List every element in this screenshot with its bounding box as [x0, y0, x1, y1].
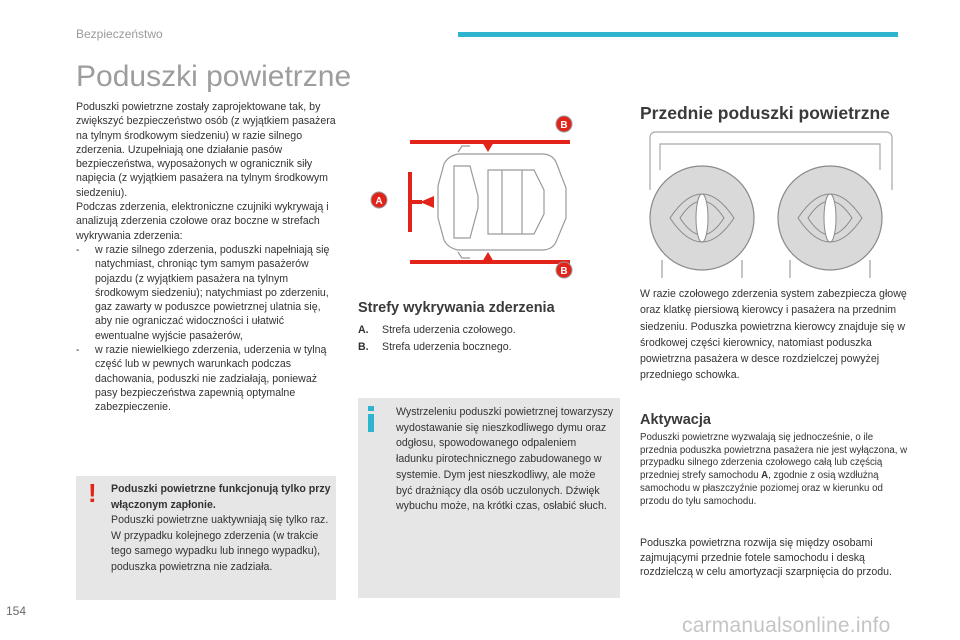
front-airbag-illustration [640, 130, 905, 278]
intro-text [76, 100, 338, 415]
zone-b-item [358, 339, 516, 356]
bullet-dash: - [76, 243, 80, 256]
zone-b-text: Strefa uderzenia bocznego. [382, 341, 512, 353]
watermark: carmanualsonline.info [682, 614, 891, 637]
side-impact-zone-bottom [410, 252, 570, 264]
car-top-view-icon [438, 146, 566, 258]
intro-bullet-1 [76, 243, 338, 343]
section-label: Bezpieczeństwo [76, 27, 163, 41]
driver-seat-airbag-icon [650, 166, 754, 278]
label-b-top: B [560, 120, 568, 131]
label-b-bottom: B [560, 266, 568, 277]
warning-body-text: Poduszki powietrzne uaktywniają się tylko raz. W przypadku kolejnego zderzenia (w trakcie tego samego wypadku lub innego wypadku), poduszka powietrzna nie zadziała. [111, 514, 329, 573]
front-impact-zone [408, 172, 434, 232]
info-text: Wystrzeleniu poduszki powietrznej towarzyszy wydostawanie się nieszkodliwego dymu oraz odgłosu, spowodowanego odpaleniem ładunku pirotechnicznego zabudowanego w systemie. Dym jest nieszkodliwy, ale może być drażniący dla osób uczulonych. Dźwięk wybuchu może, na krótki czas, osłabić słuch. [396, 406, 614, 513]
zone-a-item [358, 322, 516, 339]
front-airbags-text: W razie czołowego zderzenia system zabezpiecza głowę oraz klatkę piersiową kierowcy i pasażera na przednim siedzeniu. Poduszka powietrzna kierowcy znajduje się w środkowej części kierownicy, natomiast poduszka powietrzna pasażera w desce rozdzielczej powyżej przedniego schowka. [640, 288, 907, 382]
label-a-badge [371, 192, 387, 208]
info-icon [366, 406, 376, 432]
zone-a-reference: A [761, 470, 769, 482]
bullet-dash: - [76, 344, 80, 357]
zones-list [358, 322, 516, 356]
front-airbags-heading: Przednie poduszki powietrzne [640, 103, 890, 123]
page-title: Poduszki powietrzne [76, 60, 352, 93]
activation-text: Poduszka powietrzna rozwija się między osobami zajmującymi przednie fotele samochodu i deską rozdzielczą w celu amortyzacji szarpnięcia do przodu. [640, 537, 893, 578]
intro-bullet-2 [76, 343, 338, 414]
label-b-top-badge [556, 116, 572, 132]
zone-a-text: Strefa uderzenia czołowego. [382, 324, 516, 336]
detection-heading: Strefy wykrywania zderzenia [358, 300, 555, 316]
warning-text [111, 482, 331, 576]
car-impact-zones-diagram [358, 108, 608, 286]
activation-small-text: Poduszki powietrzne wyzwalają się jednocześnie, o ile przednia poduszka powietrzna pasażera nie jest wyłączona, w przypadku silnego zderzenia czołowego całą lub częścią przedniej strefy samochodu A, zgodnie z osią wzdłużną samochodu w płaszczyźnie poziomej oraz w kierunku od przodu do tyłu samochodu. [640, 432, 908, 507]
label-a: A [375, 196, 383, 207]
passenger-seat-airbag-icon [778, 166, 882, 278]
side-impact-zone-top [410, 140, 570, 152]
intro-paragraph-1: Poduszki powietrzne zostały zaprojektowane tak, by zwiększyć bezpieczeństwo osób (z wyjątkiem pasażera na tylnym środkowym siedzeniu) w razie silnego zderzenia. Uzupełniają one działanie pasów bezpieczeństwa, wyposażonych w ogranicznik siły napięcia (z wyjątkiem pasażera na tylnym środkowym siedzeniu). [76, 101, 336, 199]
activation-heading: Aktywacja [640, 412, 711, 428]
zone-a-key: A. [358, 324, 369, 336]
label-b-bottom-badge [556, 262, 572, 278]
bullet-text: w razie niewielkiego zderzenia, uderzenia w tylną część lub w pewnych warunkach podczas dachowania, poduszki nie zadziałają, ponieważ pasy bezpieczeństwa zapewnią optymalne zabezpieczenie. [95, 344, 327, 414]
warning-icon: ! [88, 478, 97, 508]
zone-b-key: B. [358, 341, 369, 353]
intro-paragraph-2: Podczas zderzenia, elektroniczne czujniki wykrywają i analizują zderzenia czołowe oraz boczne w strefach wykrywania zderzenia: [76, 201, 329, 242]
header-accent-bar [458, 32, 898, 37]
warning-bold-text: Poduszki powietrzne funkcjonują tylko przy włączonym zapłonie. [111, 483, 331, 511]
bullet-text: w razie silnego zderzenia, poduszki napełniają się natychmiast, chroniąc tym samym pasażerów pojazdu (z wyjątkiem pasażera na tylnym środkowym siedzeniu); natychmiast po zderzeniu, gaz zawarty w poduszce powietrznej ulatnia się, aby nie ograniczać widoczności i ułatwić ewentualne wyjście pasażerów, [95, 243, 330, 342]
page-number: 154 [6, 604, 27, 618]
